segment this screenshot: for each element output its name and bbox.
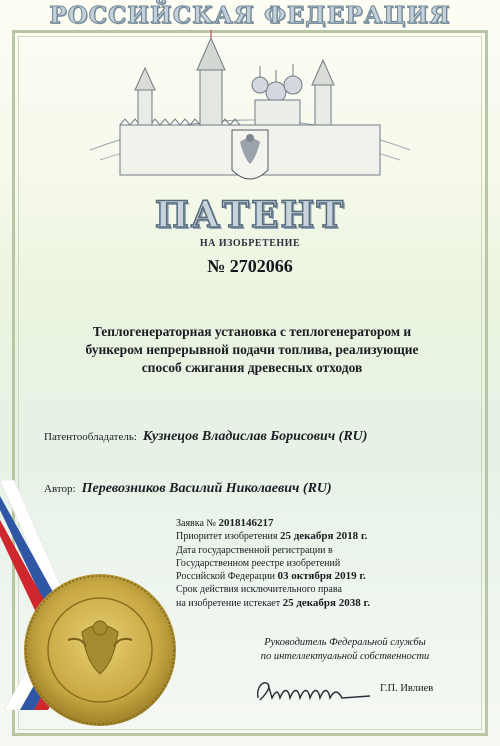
registration-details bbox=[176, 517, 476, 610]
patent-owner-value: Кузнецов Владислав Борисович (RU) bbox=[142, 429, 368, 444]
patent-owner-label: Патентообладатель: bbox=[44, 431, 137, 443]
registration-label: Российской Федерации bbox=[176, 571, 276, 583]
registration-line-1: Дата государственной регистрации в bbox=[176, 544, 333, 556]
patent-owner-row bbox=[44, 429, 367, 445]
invention-title bbox=[52, 323, 452, 377]
kremlin-emblem-illustration bbox=[80, 30, 420, 210]
application-number: 2018146217 bbox=[218, 517, 274, 529]
handwritten-signature bbox=[250, 676, 380, 706]
registration-date-line bbox=[176, 570, 476, 583]
expiry-date-line bbox=[176, 597, 476, 610]
expiry-date: 25 декабря 2038 г. bbox=[282, 596, 371, 609]
application-line bbox=[176, 517, 476, 530]
signatory-title-line: по интеллектуальной собственности bbox=[260, 651, 430, 662]
signatory-title-line: Руководитель Федеральной службы bbox=[264, 637, 426, 648]
priority-line bbox=[176, 530, 476, 543]
author-value: Перевозников Василий Николаевич (RU) bbox=[81, 481, 332, 496]
official-gold-seal bbox=[20, 570, 180, 730]
registration-line-2: Государственном реестре изобретений bbox=[176, 557, 341, 569]
expiry-label: на изобретение истекает bbox=[176, 597, 281, 609]
patent-number: № 2702066 bbox=[207, 256, 293, 276]
country-header: РОССИЙСКАЯ ФЕДЕРАЦИЯ bbox=[49, 2, 451, 29]
registration-date: 03 октября 2019 г. bbox=[277, 570, 366, 583]
invention-title-line: способ сжигания древесных отходов bbox=[141, 360, 363, 375]
signatory-name: Г.П. Ивлиев bbox=[380, 683, 434, 694]
application-label: Заявка № bbox=[176, 518, 216, 529]
coat-of-arms-emblem bbox=[232, 130, 268, 179]
expiry-line-1: Срок действия исключительного права bbox=[176, 584, 342, 596]
priority-date: 25 декабря 2018 г. bbox=[279, 530, 368, 543]
invention-title-line: Теплогенераторная установка с теплогенератором и bbox=[92, 324, 412, 339]
document-type-title: ПАТЕНТ bbox=[154, 194, 346, 236]
invention-title-line: бункером непрерывной подачи топлива, реализующие bbox=[85, 342, 419, 357]
signatory-title bbox=[230, 636, 460, 664]
document-subtype: НА ИЗОБРЕТЕНИЕ bbox=[199, 238, 301, 249]
author-label: Автор: bbox=[44, 483, 76, 495]
priority-label: Приоритет изобретения bbox=[176, 531, 278, 543]
